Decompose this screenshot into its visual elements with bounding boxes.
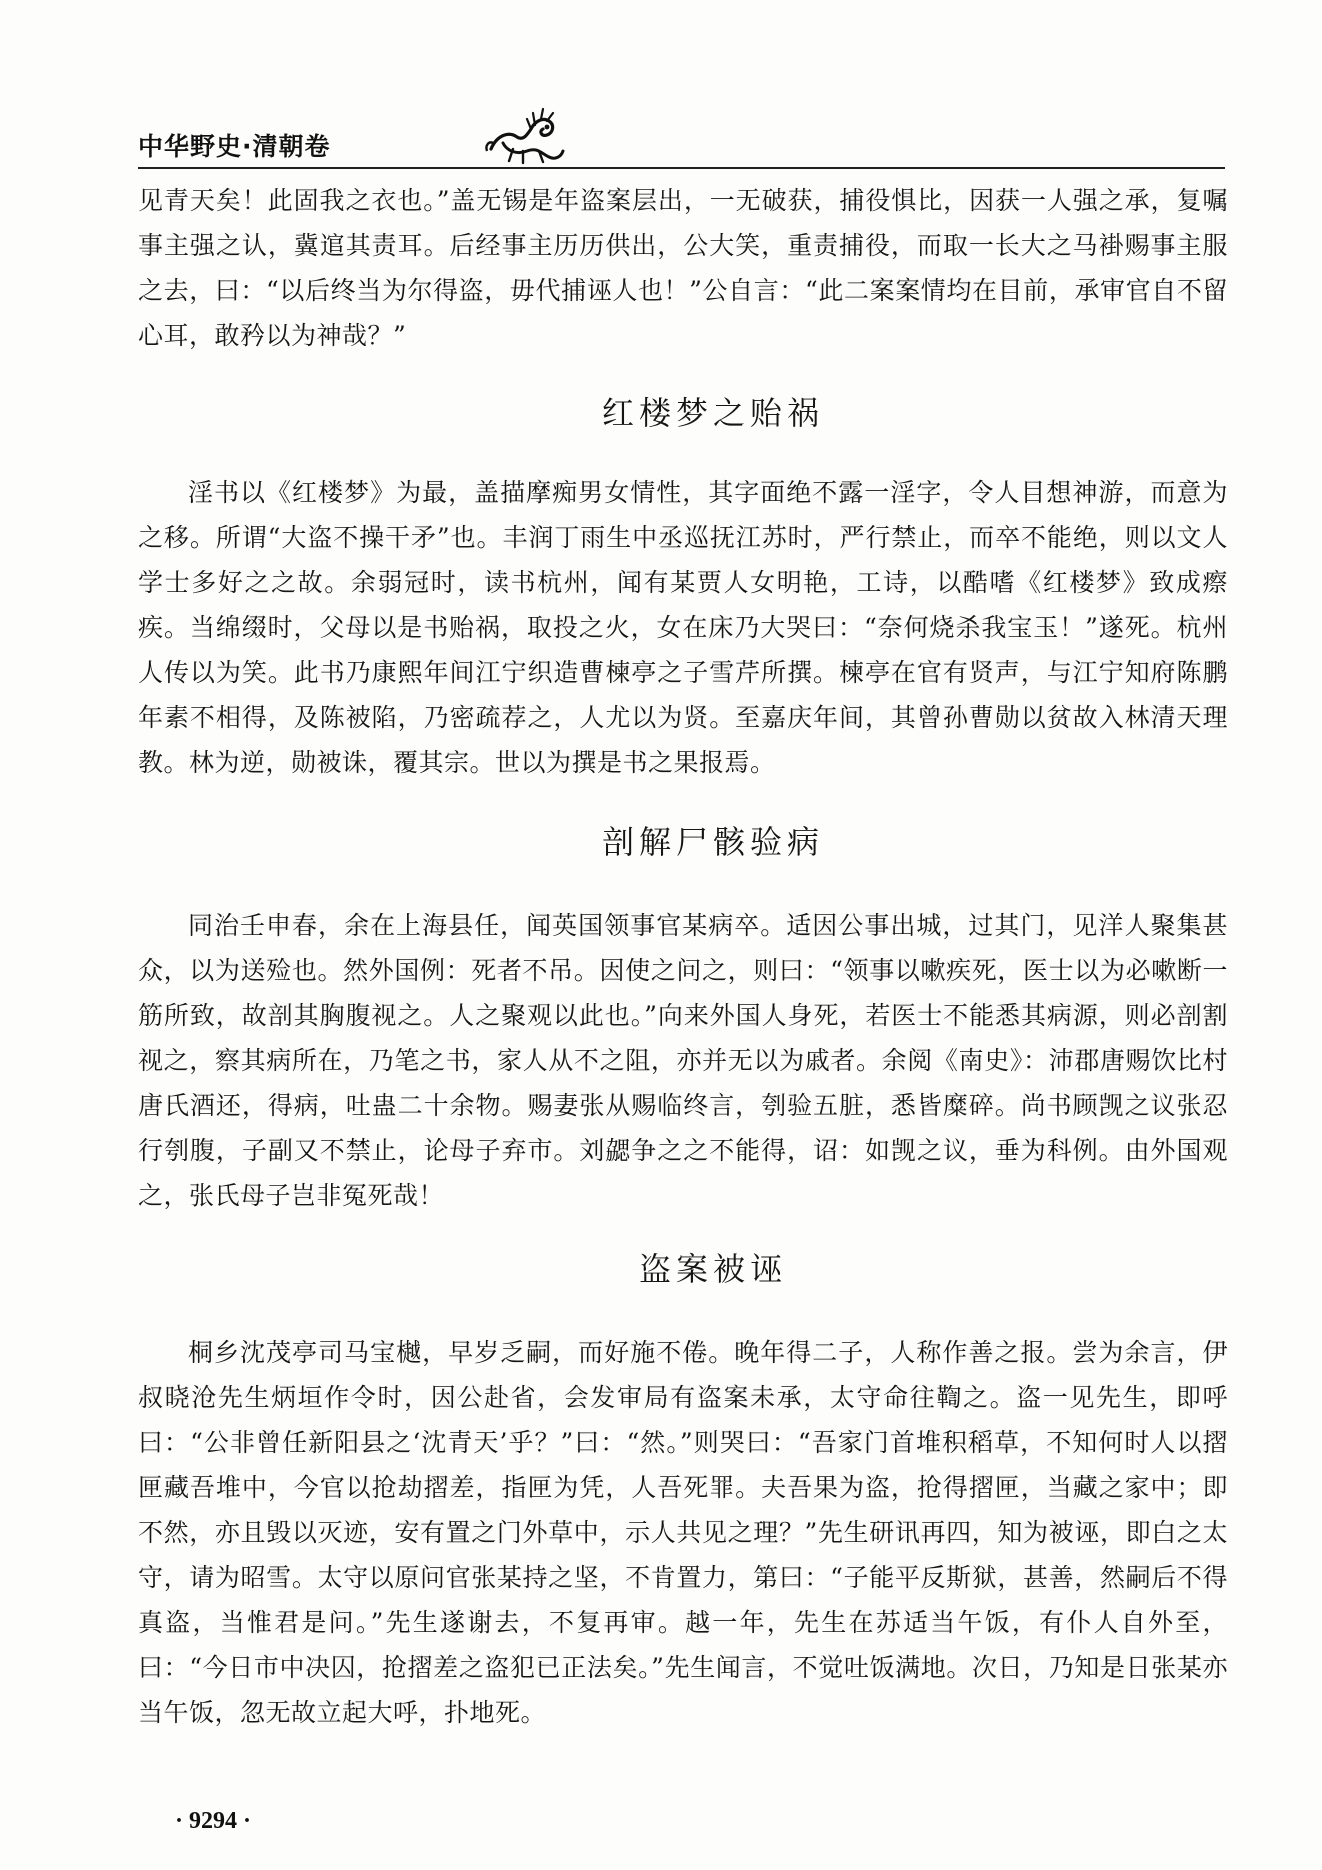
section-title-hongloumeng: 红楼梦之贻祸 (601, 394, 824, 432)
section-title-false-accusation: 盗案被诬 (638, 1250, 787, 1288)
book-title: 中华野史·清朝卷 (138, 132, 331, 161)
opening-paragraph: 见青天矣！此固我之衣也。”盖无锡是年盗案层出，一无破获，捕役惧比，因获一人强之承，复嘱事主强之认，冀逭其责耳。后经事主历历供出，公大笑，重责捕役，而取一长大之马褂赐事主服之去，曰：“以后终当为尔得盗，毋代捕诬人也！”公自言：“此二案案情均在目前，承审官自不留心耳，敢矜以为神哉？” (138, 186, 1228, 350)
section-paragraph-hongloumeng: 淫书以《红楼梦》为最，盖描摩痴男女情性，其字面绝不露一淫字，令人目想神游，而意为之移。所谓“大盗不操干矛”也。丰润丁雨生中丞巡抚江苏时，严行禁止，而卒不能绝，则以文人学士多好之之故。余弱冠时，读书杭州，闻有某贾人女明艳，工诗，以酷嗜《红楼梦》致成瘵疾。当绵缀时，父母以是书贻祸，取投之火，女在床乃大哭曰：“奈何烧杀我宝玉！”遂死。杭州人传以为笑。此书乃康熙年间江宁织造曹楝亭之子雪芹所撰。楝亭在官有贤声，与江宁知府陈鹏年素不相得，及陈被陷，乃密疏荐之，人尤以为贤。至嘉庆年间，其曾孙曹勋以贫故入林清天理教。林为逆，勋被诛，覆其宗。世以为撰是书之果报焉。 (138, 478, 1228, 777)
page-number: · 9294 · (175, 1808, 252, 1834)
section-paragraph-autopsy: 同治壬申春，余在上海县任，闻英国领事官某病卒。适因公事出城，过其门，见洋人聚集甚众，以为送殓也。然外国例：死者不吊。因使之问之，则曰：“领事以嗽疾死，医士以为必嗽断一筋所致，故剖其胸腹视之。人之聚观以此也。”向来外国人身死，若医士不能悉其病源，则必剖割视之，察其病所在，乃笔之书，家人从不之阻，亦并无以为戚者。余阅《南史》：沛郡唐赐饮比村唐氏酒还，得病，吐蛊二十余物。赐妻张从赐临终言，刳验五脏，悉皆糜碎。尚书顾觊之议张忍行刳腹，子副又不禁止，论母子弃市。刘勰争之之不能得，诏：如觊之议，垂为科例。由外国观之，张氏母子岂非冤死哉！ (138, 911, 1228, 1210)
header-rule (138, 167, 1225, 169)
page-body (138, 178, 1228, 1735)
page-header (138, 105, 1218, 185)
section-title-autopsy: 剖解尸骸验病 (601, 823, 824, 861)
section-paragraph-false-accusation: 桐乡沈茂亭司马宝樾，早岁乏嗣，而好施不倦。晚年得二子，人称作善之报。尝为余言，伊叔晓沧先生炳垣作令时，因公赴省，会发审局有盗案未承，太守命往鞫之。盗一见先生，即呼曰：“公非曾任新阳县之‘沈青天’乎？”曰：“然。”则哭曰：“吾家门首堆积稻草，不知何时人以摺匣藏吾堆中，今官以抢劫摺差，指匣为凭，人吾死罪。夫吾果为盗，抢得摺匣，当藏之家中；即不然，亦且毁以灭迹，安有置之门外草中，示人共见之理？”先生研讯再四，知为被诬，即白之太守，请为昭雪。太守以原问官张某持之坚，不肯置力，第曰：“子能平反斯狱，甚善，然嗣后不得真盗，当惟君是问。”先生遂谢去，不复再审。越一年，先生在苏适当午饭，有仆人自外至，曰：“今日市中决囚，抢摺差之盗犯已正法矣。”先生闻言，不觉吐饭满地。次日，乃知是日张某亦当午饭，忽无故立起大呼，扑地死。 (138, 1338, 1228, 1727)
dragon-emblem-icon (483, 105, 565, 167)
